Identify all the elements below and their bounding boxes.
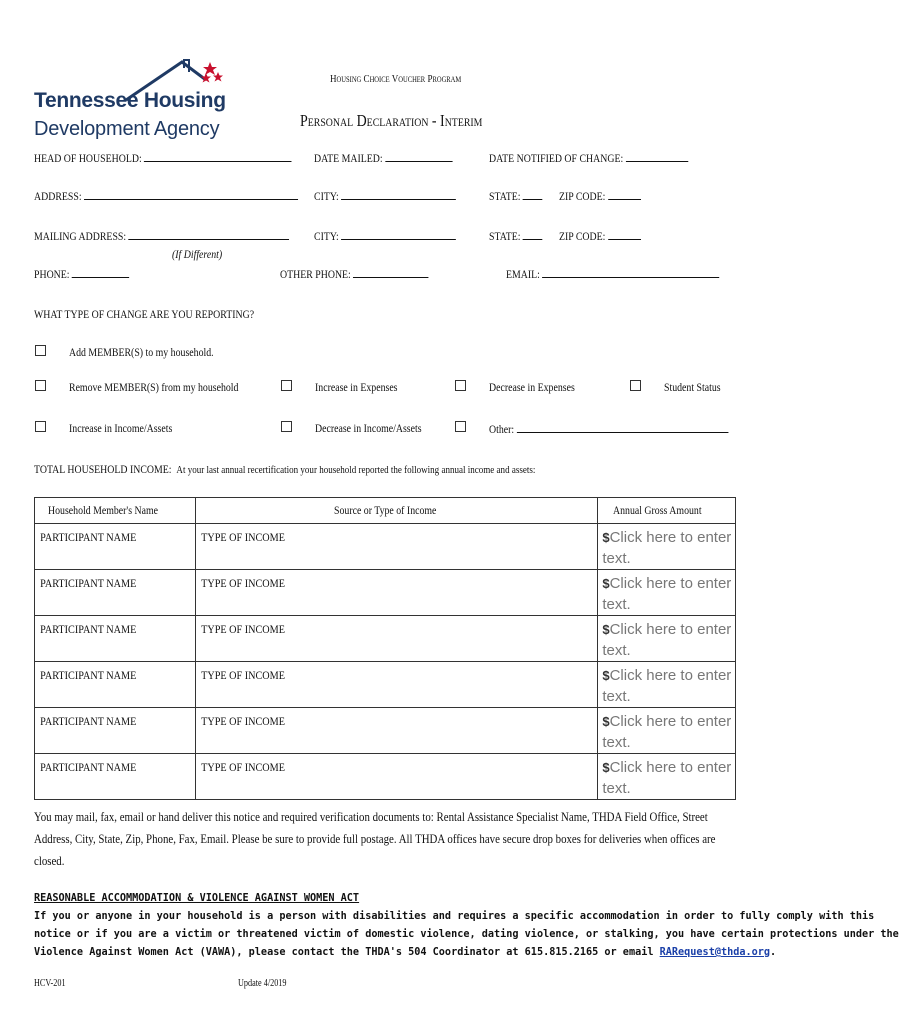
amount-placeholder[interactable]	[598, 708, 735, 753]
income-type-cell[interactable]	[195, 708, 598, 754]
date-notified-field[interactable]	[489, 150, 732, 166]
email-field[interactable]	[506, 266, 766, 282]
annual-amount-cell[interactable]	[598, 754, 736, 800]
amount-text: Click here to enter text.	[602, 621, 732, 659]
income-intro-text: At your last annual recertification your household reported the following annual income and assets:	[176, 464, 536, 476]
form-title-text: Personal Declaration - Interim	[300, 111, 483, 130]
income-row	[35, 754, 736, 800]
participant-name-cell[interactable]	[35, 754, 196, 800]
amount-placeholder[interactable]	[598, 570, 735, 615]
phone-label: PHONE:	[34, 267, 70, 281]
annual-amount-cell[interactable]	[598, 616, 736, 662]
income-type-cell[interactable]	[195, 570, 598, 616]
income-table	[34, 497, 736, 800]
income-row	[35, 616, 736, 662]
annual-amount-cell[interactable]	[598, 570, 736, 616]
annual-amount-cell[interactable]	[598, 662, 736, 708]
decrease-expenses-label: Decrease in Expenses	[489, 380, 575, 394]
state-label: STATE:	[489, 189, 521, 203]
mailing-address-field[interactable]	[34, 228, 345, 244]
email-label: EMAIL:	[506, 267, 540, 281]
other-label: Other:	[489, 422, 515, 436]
decrease-income-label: Decrease in Income/Assets	[315, 421, 422, 435]
amount-text: Click here to enter text.	[602, 713, 732, 751]
income-intro	[34, 462, 645, 477]
income-type-cell[interactable]	[195, 754, 598, 800]
program-name	[330, 73, 490, 85]
col-member-name: Household Member's Name	[35, 498, 196, 524]
other-checkbox[interactable]	[455, 421, 466, 432]
income-row	[35, 662, 736, 708]
amount-placeholder[interactable]	[598, 754, 735, 799]
income-type: TYPE OF INCOME	[200, 714, 285, 728]
address-field[interactable]	[34, 188, 356, 204]
mailing-state-field[interactable]	[489, 228, 554, 244]
amount-text: Click here to enter text.	[602, 529, 732, 567]
if-different-note: (If Different)	[172, 247, 223, 261]
phone-field[interactable]	[34, 266, 150, 282]
increase-expenses-label: Increase in Expenses	[315, 380, 398, 394]
accommodation-line-2: notice or if you are a victim or threatened victim of domestic violence, dating violence, or stalking, you have certain protections under the	[34, 929, 899, 940]
increase-income-checkbox[interactable]	[35, 421, 46, 432]
head-of-household-label: HEAD OF HOUSEHOLD:	[34, 151, 142, 165]
other-phone-field[interactable]	[280, 266, 461, 282]
col-income-source: Source or Type of Income	[195, 498, 598, 524]
participant-name-cell[interactable]	[35, 570, 196, 616]
annual-amount-cell[interactable]	[598, 708, 736, 754]
participant-name-cell[interactable]	[35, 708, 196, 754]
logo-line-2: Development Agency	[34, 118, 220, 140]
participant-name: PARTICIPANT NAME	[40, 714, 137, 728]
add-member-checkbox[interactable]	[35, 345, 46, 356]
participant-name: PARTICIPANT NAME	[40, 576, 137, 590]
amount-placeholder[interactable]	[598, 524, 735, 569]
form-id: HCV-201	[34, 978, 66, 989]
city-label: CITY:	[314, 189, 339, 203]
accommodation-line-1: If you or anyone in your household is a person with disabilities and requires a specific accommodation in order to fully comply with this	[34, 911, 875, 922]
city-field[interactable]	[314, 188, 487, 204]
income-table-header	[35, 498, 736, 524]
date-mailed-field[interactable]	[314, 150, 483, 166]
income-label: TOTAL HOUSEHOLD INCOME:	[34, 462, 172, 476]
participant-name: PARTICIPANT NAME	[40, 622, 137, 636]
increase-income-label: Increase in Income/Assets	[69, 421, 173, 435]
zip-field[interactable]	[559, 188, 659, 204]
decrease-expenses-checkbox[interactable]	[455, 380, 466, 391]
amount-text: Click here to enter text.	[602, 575, 732, 613]
add-member-label: Add MEMBER(S) to my household.	[69, 345, 214, 359]
income-row	[35, 524, 736, 570]
mailing-city-label: CITY:	[314, 229, 339, 243]
change-type-question: WHAT TYPE OF CHANGE ARE YOU REPORTING?	[34, 307, 255, 321]
income-type-cell[interactable]	[195, 524, 598, 570]
currency-symbol: $	[602, 622, 610, 637]
col-annual-amount: Annual Gross Amount	[598, 498, 736, 524]
mailing-zip-field[interactable]	[559, 228, 659, 244]
address-label: ADDRESS:	[34, 189, 82, 203]
update-date: Update 4/2019	[238, 978, 287, 989]
date-mailed-label: DATE MAILED:	[314, 151, 383, 165]
mail-notice: You may mail, fax, email or hand deliver this notice and required verification documents to: Rental Assistance Specialist Name, THDA Field Office, Street Address, City, State, Zip, Phone, Fax, Email. Please be sure to provide full postage. All THDA offices have secure drop boxes for deliveries when offices are closed.	[34, 809, 716, 868]
other-field[interactable]	[489, 421, 781, 437]
participant-name: PARTICIPANT NAME	[40, 668, 137, 682]
program-name-text: Housing Choice Voucher Program	[330, 73, 462, 85]
amount-placeholder[interactable]	[598, 662, 735, 707]
zip-label: ZIP CODE:	[559, 189, 606, 203]
rarequest-email-link[interactable]: RARequest@thda.org	[659, 947, 771, 958]
income-type: TYPE OF INCOME	[200, 622, 285, 636]
income-type: TYPE OF INCOME	[200, 576, 285, 590]
student-status-checkbox[interactable]	[630, 380, 641, 391]
income-type: TYPE OF INCOME	[200, 668, 285, 682]
income-type: TYPE OF INCOME	[200, 760, 285, 774]
currency-symbol: $	[602, 576, 610, 591]
student-status-label: Student Status	[664, 380, 721, 394]
head-of-household-field[interactable]	[34, 150, 348, 166]
currency-symbol: $	[602, 714, 610, 729]
participant-name: PARTICIPANT NAME	[40, 760, 137, 774]
annual-amount-cell[interactable]	[598, 524, 736, 570]
income-row	[35, 708, 736, 754]
participant-name-cell[interactable]	[35, 662, 196, 708]
income-row	[35, 570, 736, 616]
state-field[interactable]	[489, 188, 554, 204]
date-notified-label: DATE NOTIFIED OF CHANGE:	[489, 151, 624, 165]
decrease-income-checkbox[interactable]	[281, 421, 292, 432]
mailing-city-field[interactable]	[314, 228, 487, 244]
amount-text: Click here to enter text.	[602, 667, 732, 705]
income-type-cell[interactable]	[195, 662, 598, 708]
currency-symbol: $	[602, 530, 610, 545]
currency-symbol: $	[602, 668, 610, 683]
remove-member-label: Remove MEMBER(S) from my household	[69, 380, 239, 394]
participant-name-cell[interactable]	[35, 524, 196, 570]
accommodation-heading: REASONABLE ACCOMMODATION & VIOLENCE AGAINST WOMEN ACT	[34, 893, 360, 904]
amount-text: Click here to enter text.	[602, 759, 732, 797]
currency-symbol: $	[602, 760, 610, 775]
mailing-zip-label: ZIP CODE:	[559, 229, 606, 243]
increase-expenses-checkbox[interactable]	[281, 380, 292, 391]
participant-name-cell[interactable]	[35, 616, 196, 662]
participant-name: PARTICIPANT NAME	[40, 530, 137, 544]
mailing-address-label: MAILING ADDRESS:	[34, 229, 127, 243]
mailing-state-label: STATE:	[489, 229, 521, 243]
accommodation-line-3: Violence Against Women Act (VAWA), please contact the THDA's 504 Coordinator at 615.815.2165 or email RARequest@thda.org.	[34, 947, 777, 958]
logo-line-1: Tennessee Housing	[34, 89, 226, 112]
remove-member-checkbox[interactable]	[35, 380, 46, 391]
income-type: TYPE OF INCOME	[200, 530, 285, 544]
form-title	[300, 111, 522, 131]
thda-logo	[34, 56, 234, 146]
income-type-cell[interactable]	[195, 616, 598, 662]
amount-placeholder[interactable]	[598, 616, 735, 661]
other-phone-label: OTHER PHONE:	[280, 267, 351, 281]
